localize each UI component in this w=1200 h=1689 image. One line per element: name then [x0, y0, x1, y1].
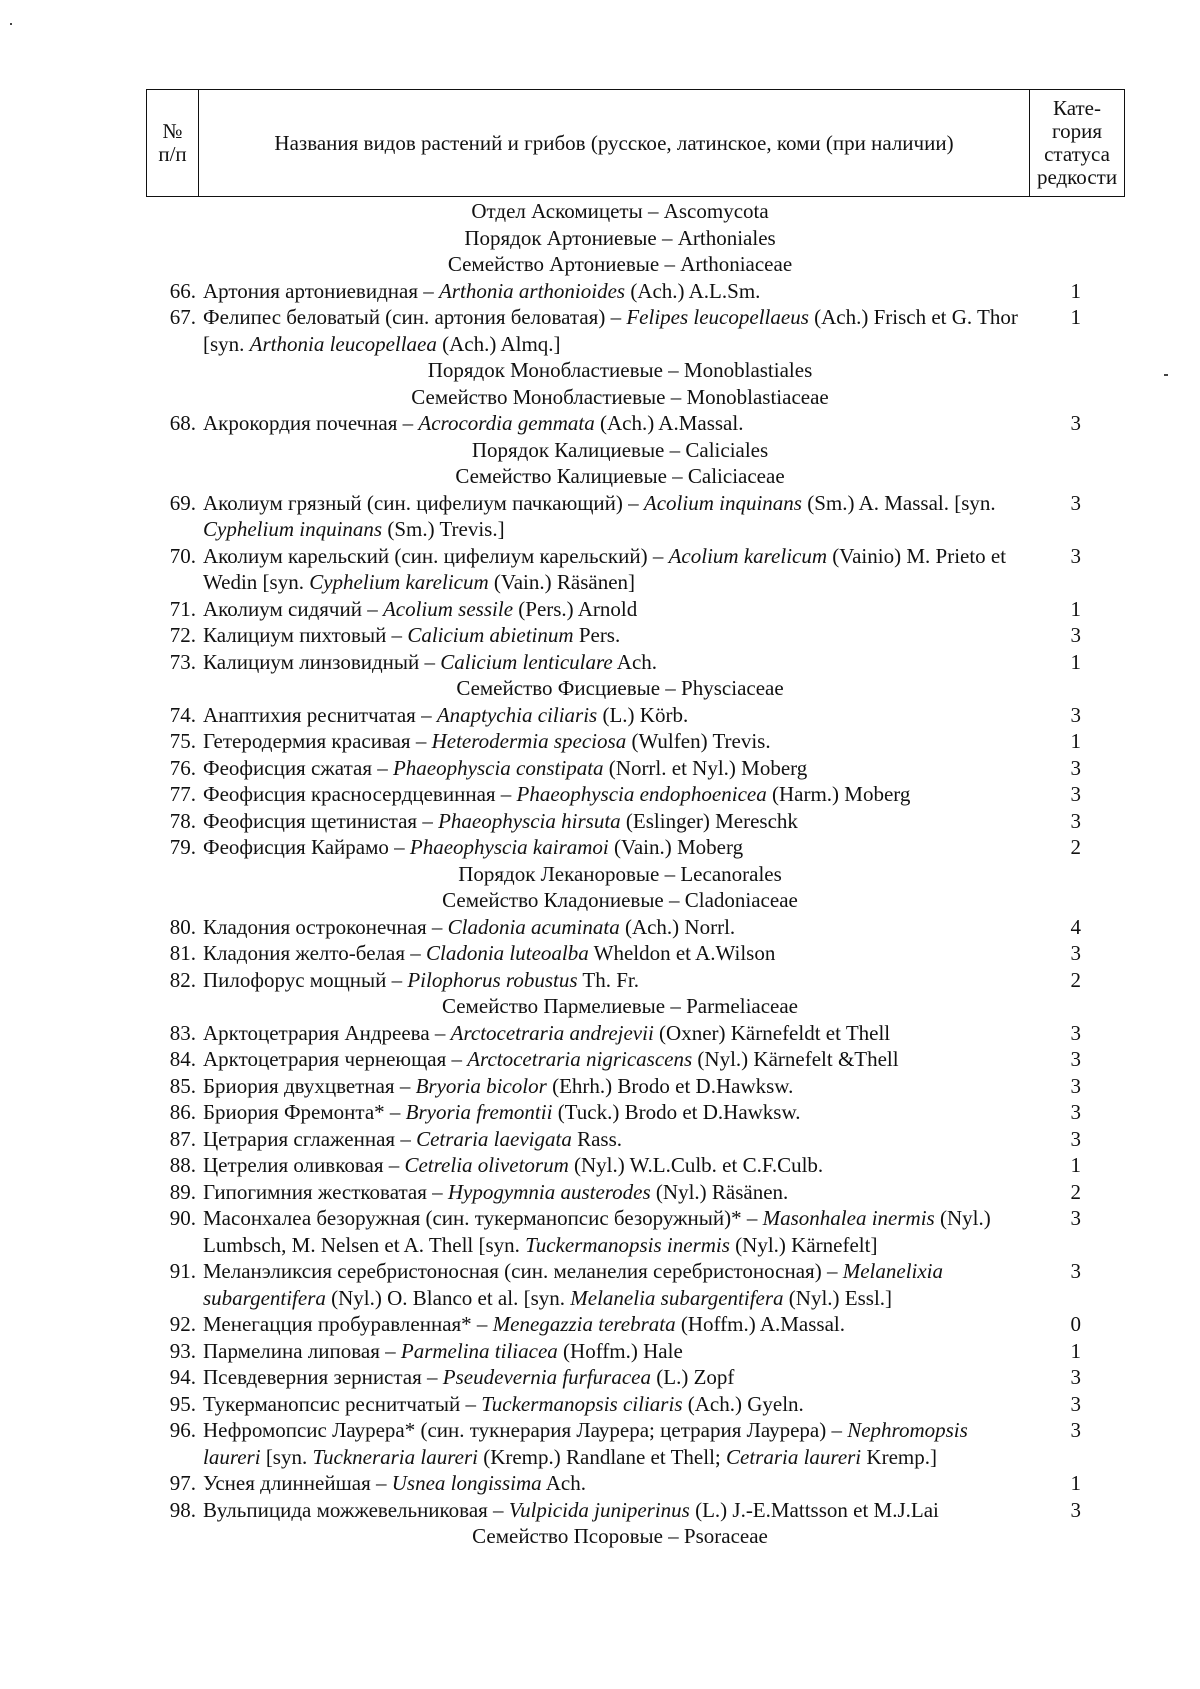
section-heading: Семейство Фисциевые – Physciaceae: [456, 676, 784, 700]
name-text: Цетрария сглаженная –: [203, 1126, 417, 1151]
name-text: Ach.: [541, 1471, 586, 1495]
species-row: [146, 1126, 1125, 1153]
header-number-line2: п/п: [158, 142, 187, 166]
rarity-category: 3: [1070, 490, 1081, 515]
section-heading: Семейство Кладониевые – Cladoniaceae: [442, 888, 798, 912]
species-row: [146, 1338, 1125, 1365]
species-row: [146, 1311, 1125, 1338]
species-number: 94.: [169, 1365, 196, 1389]
rarity-category: 1: [1070, 649, 1081, 674]
species-name: [196, 940, 1029, 967]
species-number: 82.: [169, 967, 196, 992]
species-name: [196, 834, 1029, 861]
name-text: Rass.: [571, 1126, 623, 1151]
name-text: Пилофорус мощный –: [203, 967, 408, 992]
species-row: [146, 543, 1125, 596]
rarity-category: 1: [1070, 1153, 1081, 1177]
species-name: [196, 278, 1029, 305]
species-number: 90.: [169, 1206, 196, 1230]
name-text: Феофисция Кайрамо –: [203, 835, 410, 859]
species-row: [146, 1364, 1125, 1391]
name-text: Wheldon et A.Wilson: [588, 941, 776, 965]
latin-name: Tuckermanopsis ciliaris: [481, 1391, 683, 1416]
section-heading: Порядок Монобластиевые – Monoblastiales: [427, 358, 813, 382]
species-number: 93.: [169, 1338, 196, 1363]
name-text: (Hoffm.) Hale: [557, 1338, 683, 1363]
latin-name: Hypogymnia austerodes: [447, 1179, 651, 1204]
species-name: [196, 808, 1029, 835]
name-text: (Wulfen) Trevis.: [626, 729, 771, 753]
species-name: [196, 1338, 1029, 1365]
rarity-category: 3: [1070, 1259, 1081, 1283]
name-text: (Sm.) A. Massal. [syn.: [801, 490, 996, 515]
rarity-category: 2: [1070, 835, 1081, 859]
latin-name: Melanelia subargentifera: [570, 1285, 784, 1310]
latin-name: Cyphelium karelicum: [309, 570, 489, 594]
latin-name: Cladonia luteoalba: [426, 941, 589, 965]
latin-name: Arctocetraria andrejevii: [450, 1020, 654, 1045]
latin-name: Bryoria fremontii: [405, 1100, 553, 1124]
name-text: (Ach.) Almq.]: [436, 331, 561, 356]
rarity-category: 3: [1070, 1073, 1081, 1098]
rarity-category: 2: [1070, 1179, 1081, 1204]
species-name: [196, 1073, 1029, 1100]
species-name: [196, 1179, 1029, 1206]
rarity-category: 1: [1070, 729, 1081, 753]
name-text: (Ach.) A.Massal.: [594, 411, 744, 435]
rarity-category: 2: [1070, 967, 1081, 992]
name-text: Гипогимния жестковатая –: [203, 1179, 448, 1204]
header-category-line1: Кате-: [1053, 96, 1101, 120]
species-number: 92.: [169, 1312, 196, 1336]
species-row: [146, 702, 1125, 729]
latin-name: Phaeophyscia kairamoi: [409, 835, 609, 859]
species-row: [146, 1073, 1125, 1100]
section-heading: Порядок Калициевые – Caliciales: [471, 437, 769, 462]
species-name: [196, 543, 1029, 596]
name-text: (Kremp.) Randlane et Thell;: [477, 1444, 726, 1469]
name-text: Kremp.]: [861, 1444, 937, 1469]
name-text: (Norrl. et Nyl.) Moberg: [603, 755, 808, 780]
name-text: (Ach.) Gyeln.: [682, 1391, 804, 1416]
rarity-category: 3: [1070, 755, 1081, 780]
name-text: Меланэликсия серебристоносная (син. меланелия серебристоносная) –: [203, 1259, 843, 1283]
name-text: Тукерманопсис реснитчатый –: [203, 1391, 482, 1416]
latin-name: Cetrelia olivetorum: [404, 1153, 569, 1177]
table-header: [146, 89, 1125, 197]
name-text: (L.) Zopf: [651, 1365, 735, 1389]
species-number: 76.: [169, 755, 196, 780]
species-number: 84.: [169, 1047, 196, 1071]
species-number: 88.: [169, 1153, 196, 1177]
header-category-column: [1030, 90, 1125, 197]
section-heading: Семейство Псоровые – Psoraceae: [472, 1524, 768, 1548]
name-text: (L.) J.-E.Mattsson et M.J.Lai: [689, 1497, 939, 1522]
rarity-category: 3: [1070, 1497, 1081, 1522]
name-text: (Tuck.) Brodo et D.Hawksw.: [552, 1100, 801, 1124]
name-text: Цетрелия оливковая –: [203, 1153, 405, 1177]
header-category-line3: статуса: [1044, 142, 1110, 166]
rarity-category: 1: [1070, 305, 1081, 329]
header-category-line4: редкости: [1036, 165, 1118, 189]
header-number-line1: №: [162, 119, 183, 143]
name-text: Pers.: [573, 623, 621, 647]
species-row: [146, 967, 1125, 994]
latin-name: Phaeophyscia constipata: [392, 755, 604, 780]
header-category-line2: гория: [1052, 119, 1102, 143]
species-number: 69.: [169, 490, 196, 515]
species-number: 80.: [169, 914, 196, 939]
species-number: 75.: [169, 729, 196, 753]
rarity-category: 1: [1070, 596, 1081, 621]
species-number: 91.: [169, 1259, 196, 1283]
species-row: [146, 755, 1125, 782]
latin-name: Tuckermanopsis inermis: [525, 1232, 730, 1257]
latin-name: Nephromopsis laureri: [203, 1418, 968, 1469]
species-number: 66.: [169, 278, 196, 303]
species-name: [196, 1364, 1029, 1391]
species-name: [196, 1391, 1029, 1418]
name-text: Акрокордия почечная –: [203, 411, 419, 435]
latin-name: Acrocordia gemmata: [418, 411, 595, 435]
species-name: [196, 304, 1029, 357]
rarity-category: 4: [1070, 914, 1081, 939]
section-heading: Порядок Леканоровые – Lecanorales: [458, 861, 782, 886]
name-text: Нефромопсис Лаурера* (син. тукнерария Лаурера; цетрария Лаурера) –: [203, 1418, 848, 1442]
species-name: [196, 622, 1029, 649]
species-number: 81.: [169, 941, 196, 965]
species-number: 85.: [169, 1073, 196, 1098]
species-number: 86.: [169, 1100, 196, 1124]
species-row: [146, 410, 1125, 437]
species-number: 98.: [169, 1497, 196, 1522]
species-number: 95.: [169, 1391, 196, 1416]
species-number: 72.: [169, 623, 196, 647]
name-text: Феофисция щетинистая –: [203, 808, 439, 833]
name-text: Аколиум грязный (син. цифелиум пачкающий) –: [203, 490, 644, 515]
species-number: 89.: [169, 1179, 196, 1204]
species-name: [196, 728, 1029, 755]
name-text: (Ach.) Frisch et G. Thor [syn.: [203, 305, 1018, 356]
name-text: Анаптихия реснитчатая –: [203, 702, 437, 727]
species-row: [146, 278, 1125, 305]
latin-name: Phaeophyscia endophoenicea: [516, 782, 767, 806]
name-text: Арктоцетрария Андреева –: [203, 1020, 451, 1045]
latin-name: Bryoria bicolor: [415, 1073, 547, 1098]
section-heading: Семейство Калициевые – Caliciaceae: [455, 464, 785, 488]
name-text: Уснея длиннейшая –: [203, 1471, 392, 1495]
name-text: Вульпицида можжевельниковая –: [203, 1497, 509, 1522]
name-text: Гетеродермия красивая –: [203, 729, 432, 753]
species-row: [146, 1417, 1125, 1470]
species-number: 87.: [169, 1126, 196, 1151]
name-text: Бриория Фремонта* –: [203, 1100, 406, 1124]
rarity-category: 0: [1070, 1312, 1081, 1336]
species-name: [196, 1205, 1029, 1258]
name-text: (Nyl.) Kärnefelt]: [729, 1232, 878, 1257]
rarity-category: 3: [1070, 941, 1081, 965]
species-name: [196, 1152, 1029, 1179]
name-text: (Pers.) Arnold: [513, 596, 638, 621]
name-text: Артония артониевидная –: [203, 278, 439, 303]
species-number: 67.: [169, 305, 196, 329]
latin-name: Menegazzia terebrata: [492, 1312, 676, 1336]
latin-name: Cladonia acuminata: [447, 914, 620, 939]
name-text: (Sm.) Trevis.]: [382, 517, 505, 541]
rarity-category: 1: [1070, 1338, 1081, 1363]
species-name: [196, 1126, 1029, 1153]
name-text: (Nyl.) Essl.]: [783, 1285, 893, 1310]
name-text: Бриория двухцветная –: [203, 1073, 416, 1098]
name-text: Феофисция красносердцевинная –: [203, 782, 517, 806]
species-row: [146, 304, 1125, 357]
rarity-category: 3: [1070, 1206, 1081, 1230]
species-name: [196, 1099, 1029, 1126]
species-number: 73.: [169, 649, 196, 674]
species-number: 78.: [169, 808, 196, 833]
rarity-category: 3: [1070, 702, 1081, 727]
latin-name: Tuckneraria laureri: [312, 1444, 478, 1469]
rarity-category: 3: [1070, 1100, 1081, 1124]
species-row: [146, 728, 1125, 755]
name-text: Th. Fr.: [577, 967, 639, 992]
name-text: (Eslinger) Mereschk: [620, 808, 798, 833]
name-text: (Vain.) Räsänen]: [488, 570, 636, 594]
species-number: 97.: [169, 1471, 196, 1495]
species-row: [146, 1497, 1125, 1524]
species-name: [196, 410, 1029, 437]
latin-name: Phaeophyscia hirsuta: [438, 808, 621, 833]
header-name-label: Названия видов растений и грибов (русское, латинское, коми (при наличии): [274, 130, 954, 155]
rarity-category: 3: [1070, 1365, 1081, 1389]
name-text: (Ach.) A.L.Sm.: [625, 278, 761, 303]
rarity-category: 1: [1070, 278, 1081, 303]
latin-name: Vulpicida juniperinus: [508, 1497, 690, 1522]
rarity-category: 3: [1070, 808, 1081, 833]
species-row: [146, 1391, 1125, 1418]
species-name: [196, 1258, 1029, 1311]
latin-name: Felipes leucopellaeus: [626, 305, 809, 329]
species-name: [196, 490, 1029, 543]
species-row: [146, 1470, 1125, 1497]
species-number: 77.: [169, 782, 196, 806]
latin-name: Pseudevernia furfuracea: [442, 1365, 651, 1389]
species-row: [146, 914, 1125, 941]
latin-name: Masonhalea inermis: [762, 1206, 935, 1230]
name-text: Арктоцетрария чернеющая –: [203, 1047, 468, 1071]
latin-name: Acolium inquinans: [643, 490, 802, 515]
latin-name: Acolium sessile: [382, 596, 514, 621]
latin-name: Arctocetraria nigricascens: [467, 1047, 693, 1071]
rarity-category: 3: [1070, 1391, 1081, 1416]
header-number-column: [147, 90, 199, 197]
name-text: (Ehrh.) Brodo et D.Hawksw.: [546, 1073, 794, 1098]
name-text: (Hoffm.) A.Massal.: [675, 1312, 845, 1336]
species-row: [146, 649, 1125, 676]
species-row: [146, 490, 1125, 543]
species-name: [196, 781, 1029, 808]
name-text: Феофисция сжатая –: [203, 755, 393, 780]
scan-speck: [10, 23, 12, 25]
latin-name: Cyphelium inquinans: [203, 517, 383, 541]
species-number: 83.: [169, 1020, 196, 1045]
name-text: Аколиум карельский (син. цифелиум карельский) –: [203, 543, 669, 568]
rarity-category: 1: [1070, 1471, 1081, 1495]
latin-name: Parmelina tiliacea: [400, 1338, 558, 1363]
name-text: Менегацция пробуравленная* –: [203, 1312, 493, 1336]
species-name: [196, 1417, 1029, 1470]
species-row: [146, 1205, 1125, 1258]
latin-name: Arthonia leucopellaea: [249, 331, 437, 356]
species-row: [146, 1179, 1125, 1206]
name-text: Пармелина липовая –: [203, 1338, 401, 1363]
rarity-category: 3: [1070, 623, 1081, 647]
rarity-category: 3: [1070, 1418, 1081, 1442]
species-row: [146, 596, 1125, 623]
latin-name: Arthonia arthonioides: [438, 278, 626, 303]
rarity-category: 3: [1070, 1020, 1081, 1045]
name-text: (L.) Körb.: [597, 702, 689, 727]
species-row: [146, 808, 1125, 835]
scan-speck: [1164, 374, 1168, 376]
header-name-column: [199, 90, 1030, 197]
rarity-category: 3: [1070, 1126, 1081, 1151]
name-text: Калициум пихтовый –: [203, 623, 408, 647]
species-number: 96.: [169, 1418, 196, 1442]
name-text: (Nyl.) Lumbsch, M. Nelsen et A. Thell [syn.: [203, 1206, 991, 1257]
name-text: [syn.: [260, 1444, 313, 1469]
species-name: [196, 1470, 1029, 1497]
latin-name: Heterodermia speciosa: [431, 729, 627, 753]
species-number: 70.: [169, 543, 196, 568]
species-row: [146, 1152, 1125, 1179]
species-row: [146, 1258, 1125, 1311]
name-text: Ach.: [612, 649, 658, 674]
species-row: [146, 1099, 1125, 1126]
species-number: 74.: [169, 702, 196, 727]
section-heading: Семейство Артониевые – Arthoniaceae: [447, 252, 793, 276]
species-row: [146, 834, 1125, 861]
section-heading: Семейство Пармелиевые – Parmeliaceae: [441, 994, 799, 1018]
species-name: [196, 1046, 1029, 1073]
name-text: Масонхалеа безоружная (син. тукерманопсис безоружный)* –: [203, 1206, 763, 1230]
species-name: [196, 1311, 1029, 1338]
latin-name: Calicium abietinum: [407, 623, 574, 647]
name-text: (Nyl.) O. Blanco et al. [syn.: [325, 1285, 571, 1310]
species-name: [196, 649, 1029, 676]
name-text: Аколиум сидячий –: [203, 596, 383, 621]
name-text: (Nyl.) W.L.Culb. et C.F.Culb.: [568, 1153, 824, 1177]
name-text: Калициум линзовидный –: [203, 649, 441, 674]
name-text: (Vainio) M. Prieto et Wedin [syn.: [203, 543, 1007, 594]
species-row: [146, 622, 1125, 649]
species-number: 71.: [169, 596, 196, 621]
name-text: (Nyl.) Kärnefelt &Thell: [692, 1047, 899, 1071]
species-list: [146, 198, 1125, 1550]
name-text: Псевдеверния зернистая –: [203, 1365, 443, 1389]
latin-name: Calicium lenticulare: [440, 649, 613, 674]
section-heading: Отдел Аскомицеты – Ascomycota: [471, 199, 769, 223]
latin-name: Cetraria laureri: [726, 1444, 862, 1469]
section-heading: Семейство Монобластиевые – Monoblastiaceae: [411, 384, 829, 409]
name-text: Кладония желто-белая –: [203, 941, 426, 965]
latin-name: Acolium karelicum: [668, 543, 828, 568]
rarity-category: 3: [1070, 1047, 1081, 1071]
name-text: (Harm.) Moberg: [766, 782, 911, 806]
species-row: [146, 781, 1125, 808]
latin-name: Pilophorus robustus: [407, 967, 578, 992]
section-heading: Порядок Артониевые – Arthoniales: [464, 225, 776, 250]
name-text: Фелипес беловатый (син. артония беловатая) –: [203, 305, 627, 329]
rarity-category: 3: [1070, 543, 1081, 568]
species-name: [196, 1497, 1029, 1524]
name-text: (Oxner) Kärnefeldt et Thell: [653, 1020, 891, 1045]
species-number: 68.: [169, 411, 196, 435]
species-name: [196, 914, 1029, 941]
species-name: [196, 967, 1029, 994]
species-name: [196, 596, 1029, 623]
species-row: [146, 1020, 1125, 1047]
species-name: [196, 755, 1029, 782]
name-text: (Vain.) Moberg: [608, 835, 744, 859]
rarity-category: 3: [1070, 782, 1081, 806]
species-row: [146, 1046, 1125, 1073]
latin-name: Anaptychia ciliaris: [436, 702, 598, 727]
latin-name: Melanelixia subargentifera: [203, 1259, 944, 1310]
species-row: [146, 940, 1125, 967]
species-name: [196, 702, 1029, 729]
name-text: (Ach.) Norrl.: [619, 914, 736, 939]
name-text: (Nyl.) Räsänen.: [650, 1179, 789, 1204]
species-number: 79.: [169, 835, 196, 859]
rarity-category: 3: [1070, 411, 1081, 435]
species-name: [196, 1020, 1029, 1047]
latin-name: Usnea longissima: [391, 1471, 542, 1495]
name-text: Кладония остроконечная –: [203, 914, 448, 939]
latin-name: Cetraria laevigata: [416, 1126, 572, 1151]
